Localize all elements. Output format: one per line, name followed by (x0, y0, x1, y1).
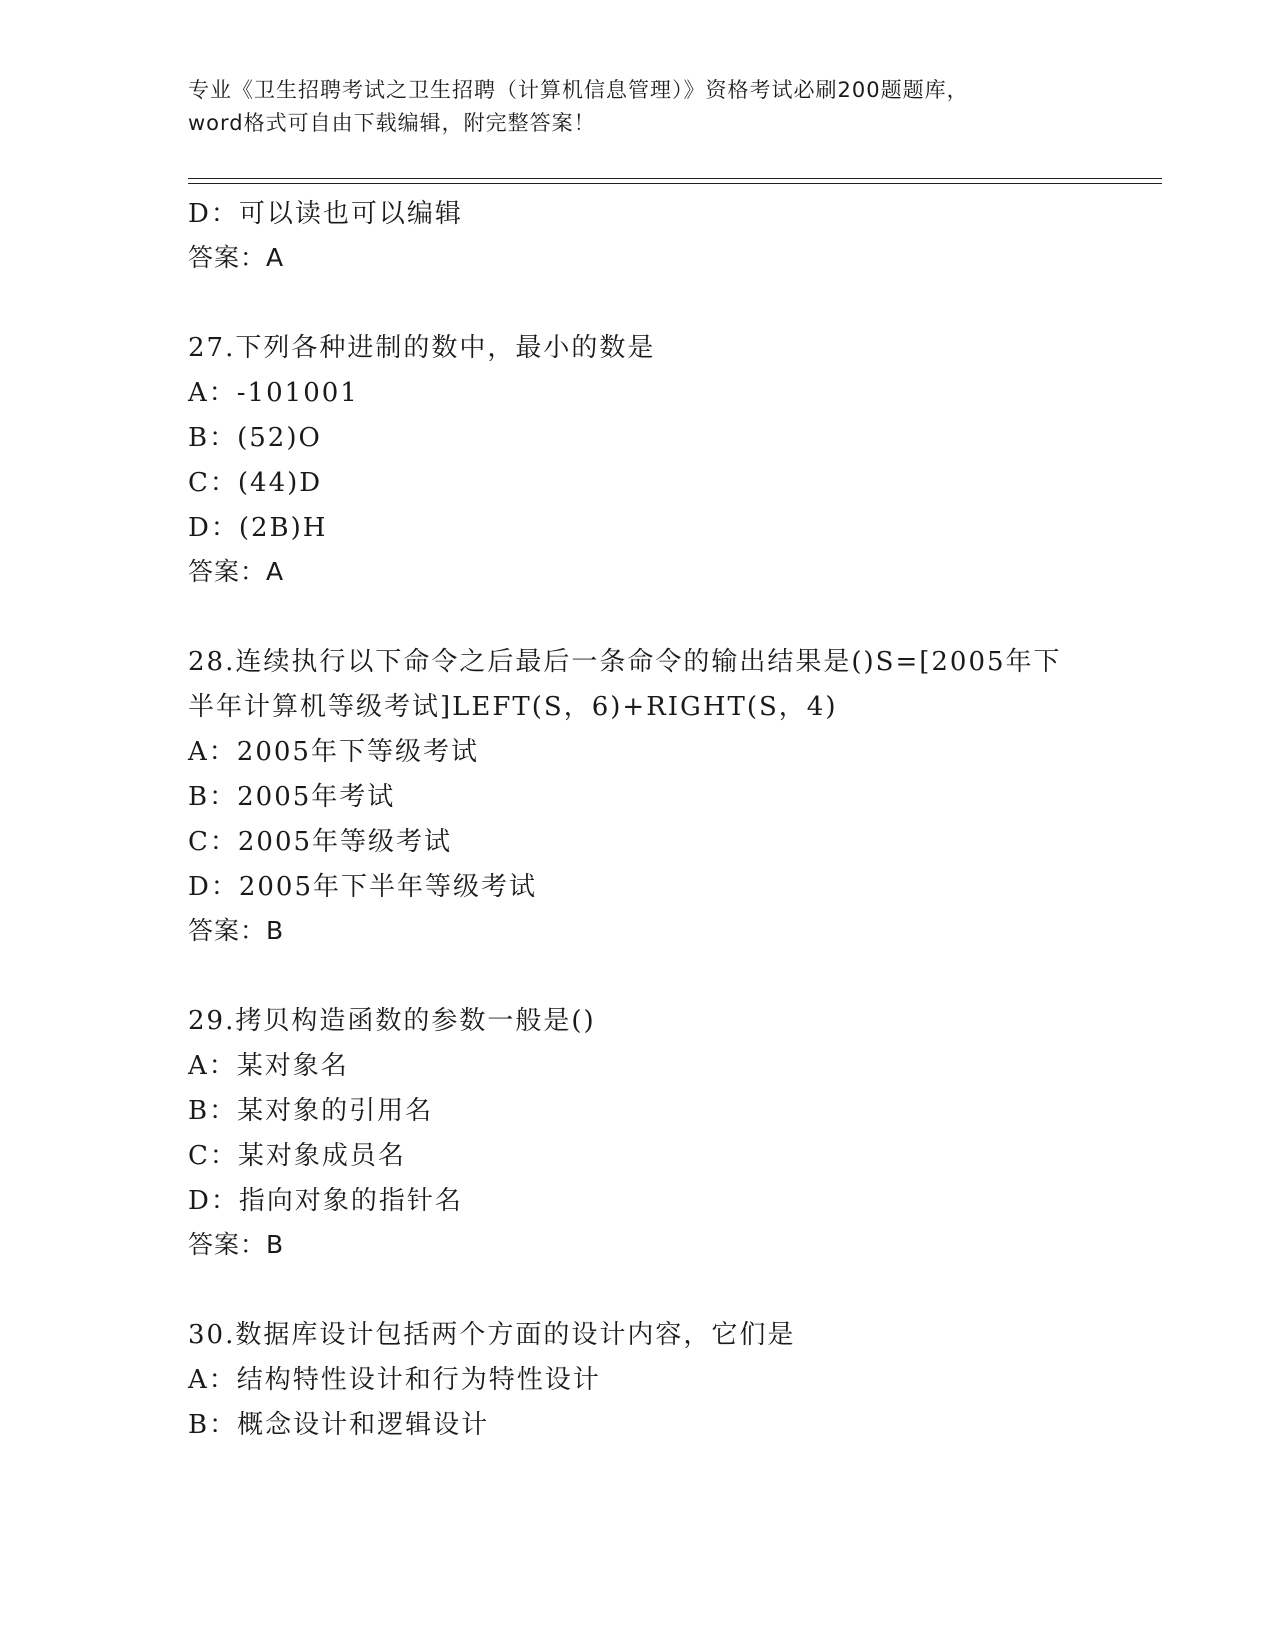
document-header (188, 74, 1088, 140)
q27-option-b: B：(52)O (188, 423, 322, 453)
q29-option-a: A：某对象名 (188, 1051, 349, 1081)
header-divider-bottom (188, 183, 1162, 184)
q28-option-a: A：2005年下等级考试 (188, 737, 479, 767)
q28-question-line-1: 28.连续执行以下命令之后最后一条命令的输出结果是()S=[2005年下 (188, 647, 1062, 677)
q29-option-c: C：某对象成员名 (188, 1141, 406, 1171)
q30-option-b: B：概念设计和逻辑设计 (188, 1410, 490, 1440)
q28-option-d: D：2005年下半年等级考试 (188, 872, 538, 902)
q28-answer: 答案：B (188, 916, 285, 945)
q27-answer: 答案：A (188, 557, 285, 586)
header-title-line-1: 专业《卫生招聘考试之卫生招聘（计算机信息管理）》资格考试必刷200题题库， (188, 78, 969, 102)
prev-answer: 答案：A (188, 243, 285, 272)
q27-question: 27.下列各种进制的数中，最小的数是 (188, 333, 656, 363)
header-divider-top (188, 178, 1162, 179)
q28-question-line-2: 半年计算机等级考试]LEFT(S，6)+RIGHT(S，4) (188, 692, 838, 722)
q29-answer: 答案：B (188, 1230, 285, 1259)
q28-option-b: B：2005年考试 (188, 782, 396, 812)
q29-option-b: B：某对象的引用名 (188, 1096, 434, 1126)
q28-option-c: C：2005年等级考试 (188, 827, 453, 857)
q29-option-d: D：指向对象的指针名 (188, 1186, 463, 1216)
prev-option-d: D：可以读也可以编辑 (188, 199, 463, 229)
q27-option-a: A：-101001 (188, 378, 359, 408)
q27-option-c: C：(44)D (188, 468, 323, 498)
q30-option-a: A：结构特性设计和行为特性设计 (188, 1365, 601, 1395)
q27-option-d: D：(2B)H (188, 513, 328, 543)
header-title-line-2: word格式可自由下载编辑，附完整答案！ (188, 111, 596, 135)
q29-question: 29.拷贝构造函数的参数一般是() (188, 1006, 596, 1036)
q30-question: 30.数据库设计包括两个方面的设计内容，它们是 (188, 1320, 796, 1350)
